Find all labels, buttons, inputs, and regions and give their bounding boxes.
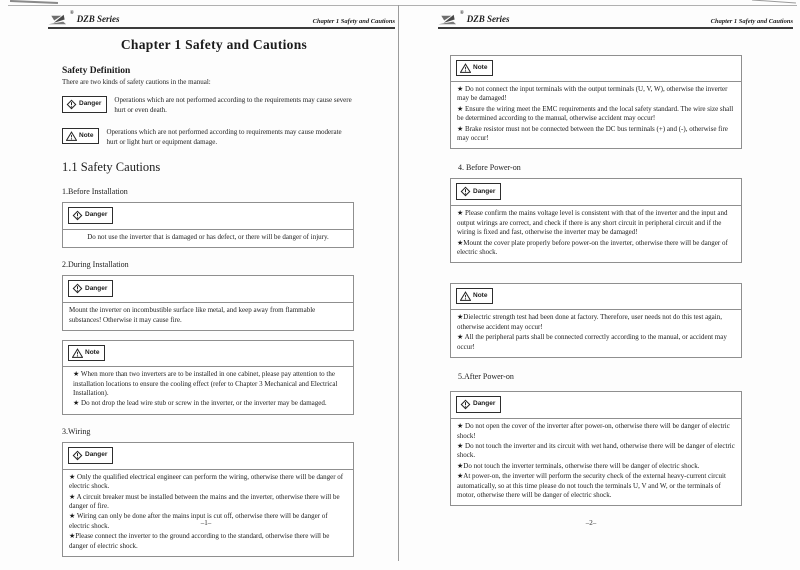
section-heading-1-1: 1.1 Safety Cautions bbox=[62, 160, 161, 174]
manual-page-2 bbox=[400, 5, 800, 561]
subheading-before-installation: 1.Before Installation bbox=[62, 187, 128, 196]
manual-page-1 bbox=[30, 5, 398, 561]
subheading-during-installation: 2.During Installation bbox=[62, 260, 129, 270]
scan-corner-top-right bbox=[752, 0, 796, 4]
danger-box bbox=[62, 275, 354, 331]
danger-badge-label: Danger bbox=[473, 187, 496, 195]
page-header bbox=[438, 11, 793, 29]
danger-box-header bbox=[451, 179, 741, 206]
caution-text: ★Mount the cover plate properly before power-on the inverter, otherwise there will be danger of electric shock. bbox=[457, 238, 728, 257]
danger-icon bbox=[72, 283, 83, 294]
note-box-header bbox=[451, 284, 741, 310]
warning-triangle-icon bbox=[66, 131, 77, 141]
page-divider-line bbox=[398, 5, 399, 561]
note-badge bbox=[62, 128, 99, 144]
danger-icon bbox=[66, 99, 77, 110]
caution-text: ★Dielectric strength test had been done at factory. Therefore, user needs not do this test again, otherwise accident may occur! bbox=[457, 313, 722, 331]
danger-box-header bbox=[451, 392, 741, 419]
running-head: Chapter 1 Safety and Cautions bbox=[710, 18, 793, 25]
danger-icon bbox=[460, 399, 471, 410]
danger-badge bbox=[68, 280, 113, 297]
brand-name: DZB Series bbox=[76, 14, 120, 24]
caution-text: ★ Wiring can only be done after the mains input is cut off, otherwise there will be danger of electric shock. bbox=[69, 512, 328, 530]
page-header bbox=[48, 11, 395, 29]
note-badge-label: Note bbox=[85, 348, 100, 356]
danger-badge-label: Danger bbox=[473, 400, 496, 408]
scan-corner-top-left bbox=[10, 0, 58, 4]
caution-text: ★ Please confirm the mains voltage level is consistent with that of the inverter and the input and output wirings are correct, and check if there is any short circuit in peripheral circuit and if the wiring is fixed and fast, otherwise the inverter may be damaged! bbox=[457, 209, 728, 237]
caution-text: ★ Ensure the wiring meet the EMC requirements and the local safety standard. The wire size shall be determined according to the manual, otherwise accident may occur! bbox=[457, 104, 734, 123]
note-box bbox=[62, 340, 354, 415]
note-box bbox=[450, 283, 742, 358]
registered-mark: ® bbox=[70, 11, 74, 16]
danger-icon bbox=[72, 210, 83, 221]
caution-text: ★ Brake resistor must not be connected between the DC bus terminals (+) and (-), otherwise fire may occur! bbox=[457, 124, 728, 143]
note-badge bbox=[456, 288, 493, 304]
danger-icon bbox=[460, 186, 471, 197]
warning-triangle-icon bbox=[460, 63, 471, 73]
safety-definition-heading: Safety Definition bbox=[62, 66, 131, 76]
danger-box bbox=[450, 391, 742, 506]
danger-badge bbox=[62, 96, 107, 113]
note-box-header bbox=[63, 341, 353, 367]
note-box bbox=[450, 55, 742, 149]
caution-text: ★ Do not connect the input terminals with the output terminals (U, V, W), otherwise the inverter may be damaged! bbox=[457, 85, 728, 103]
note-badge-label: Note bbox=[79, 131, 94, 139]
danger-definition-row bbox=[62, 96, 354, 115]
chapter-title: Chapter 1 Safety and Cautions bbox=[120, 37, 308, 52]
danger-badge bbox=[456, 396, 501, 413]
dzb-logo-icon bbox=[438, 14, 457, 25]
caution-text: ★ Only the qualified electrical engineer can perform the wiring, otherwise there will be danger of electric shock. bbox=[69, 472, 344, 491]
danger-box-header bbox=[63, 203, 353, 230]
note-badge-label: Note bbox=[473, 63, 488, 71]
note-badge bbox=[456, 60, 493, 76]
danger-definition-text: Operations which are not performed according to the requirements may cause severe hurt or even death. bbox=[114, 96, 352, 114]
danger-badge bbox=[456, 183, 501, 200]
danger-box bbox=[450, 178, 742, 263]
warning-triangle-icon bbox=[460, 291, 471, 301]
brand-mark bbox=[438, 11, 510, 25]
safety-definition-intro: There are two kinds of safety cautions in the manual: bbox=[62, 78, 211, 86]
caution-text: ★At power-on, the inverter will perform the security check of the external heavy-current circuit automatically, so at this time please do not touch the terminals U, V and W, or the terminals of motor, otherwise there will be danger of electric shock. bbox=[457, 472, 726, 499]
caution-text: ★ A circuit breaker must be installed between the mains and the inverter, otherwise there will be danger of fire. bbox=[69, 492, 340, 511]
danger-badge-label: Danger bbox=[85, 451, 108, 459]
note-box-header bbox=[451, 56, 741, 82]
danger-box bbox=[62, 202, 354, 248]
caution-text: ★ Do not open the cover of the inverter after power-on, otherwise there will be danger of electric shock! bbox=[457, 422, 730, 440]
registered-mark: ® bbox=[460, 11, 464, 16]
caution-text: ★ When more than two inverters are to be installed in one cabinet, please pay attention to the installation locations to ensure the cooling effect (refer to Chapter 3 Mechanical and Electrical Installation). bbox=[73, 370, 338, 398]
caution-text: Do not use the inverter that is damaged or has defect, or there will be danger of injury. bbox=[87, 233, 329, 241]
brand-name: DZB Series bbox=[466, 14, 510, 24]
danger-icon bbox=[72, 450, 83, 461]
caution-text: ★Please connect the inverter to the ground according to the standard, otherwise there will be danger of electric shock. bbox=[69, 532, 330, 550]
subheading-wiring: 3.Wiring bbox=[62, 426, 91, 436]
page-number: –1– bbox=[200, 519, 212, 527]
danger-badge bbox=[68, 447, 113, 464]
dzb-logo-icon bbox=[48, 14, 67, 25]
subheading-before-power-on: 4. Before Power-on bbox=[458, 163, 521, 173]
note-definition-text: Operations which are not performed according to requirements may cause moderate hurt or light hurt or equipment damage. bbox=[106, 128, 342, 146]
danger-badge-label: Danger bbox=[85, 211, 108, 219]
caution-text: ★ Do not drop the lead wire stub or screw in the inverter, or the inverter may be damaged. bbox=[73, 399, 327, 408]
brand-mark bbox=[48, 11, 120, 25]
page-number: –2– bbox=[585, 519, 597, 527]
subheading-after-power-on: 5.After Power-on bbox=[458, 372, 514, 382]
danger-badge-label: Danger bbox=[79, 100, 102, 108]
danger-box-header bbox=[63, 443, 353, 470]
note-badge bbox=[68, 345, 105, 361]
caution-text: ★ Do not touch the inverter and its circuit with wet hand, otherwise there will be danger of electric shock. bbox=[457, 441, 735, 460]
note-definition-row bbox=[62, 128, 354, 147]
caution-text: Mount the inverter on incombustible surface like metal, and keep away from flammable substances! Otherwise it may cause fire. bbox=[69, 306, 316, 324]
danger-badge bbox=[68, 207, 113, 224]
caution-text: ★Do not touch the inverter terminals, otherwise there will be danger of electric shock. bbox=[457, 461, 700, 470]
note-badge-label: Note bbox=[473, 292, 488, 300]
danger-box-header bbox=[63, 276, 353, 303]
danger-badge-label: Danger bbox=[85, 284, 108, 292]
running-head: Chapter 1 Safety and Cautions bbox=[312, 18, 395, 25]
danger-box bbox=[62, 442, 354, 557]
caution-text: ★ All the peripheral parts shall be connected correctly according to the manual, or accident may occur! bbox=[457, 333, 727, 351]
warning-triangle-icon bbox=[72, 348, 83, 358]
